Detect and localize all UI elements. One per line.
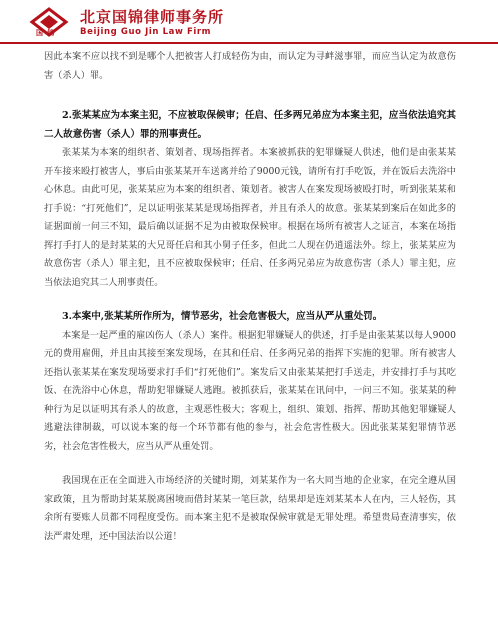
- spacer: [44, 85, 456, 107]
- document-body: [44, 48, 456, 546]
- header-divider: [0, 42, 498, 44]
- closing-paragraph: 我国现在正在全面进入市场经济的关键时期，刘某某作为一名大同当地的企业家，在完全遵从国家政策，且为帮助封某某脱离困境而借封某某一笔巨款，结果却是连刘某某本人在内，三人轻伤，其余所有要账人员都不同程度受伤。而本案主犯不是被取保候审就是无罪处理。希望贵局查清事实，依法严肃处理，还中国法治以公道！: [44, 475, 456, 542]
- firm-name-en: Beijing Guo Jin Law Firm: [80, 27, 212, 37]
- intro-paragraph: 因此本案不应以找不到是哪个人把被害人打成轻伤为由，而认定为寻衅滋事罪，而应当认定为故意伤害（杀人）罪。: [44, 51, 456, 81]
- spacer: [44, 456, 456, 472]
- section-3-heading: 3.本案中,张某某所作所为，情节恶劣，社会危害极大，应当从严从重处罚。: [62, 311, 383, 322]
- section-3-paragraph: 本案是一起严重的雇凶伤人（杀人）案件。根据犯罪嫌疑人的供述，打手是由张某某以每人9000元的费用雇佣，并且由其接至案发现场，在其和任启、任多两兄弟的指挥下实施的犯罪。所有被害人还指认张某某在案发现场要求打手们“打死他们”。案发后又由张某某把打手送走，并安排打手与其吃饭、在洗浴中心休息，帮助犯罪嫌疑人逃跑。被抓获后，张某某在讯问中，一问三不知。张某某的种种行为足以证明其有杀人的故意，主观恶性极大；客观上，组织、策划、指挥、帮助其他犯罪嫌疑人逃避法律制裁，可以说本案的每一个环节都有他的参与，社会危害性极大。因此张某某犯罪情节恶劣，社会危害性极大，应当从严从重处罚。: [44, 329, 456, 452]
- spacer: [44, 292, 456, 308]
- logo-caption: 国 锦: [36, 29, 56, 37]
- section-2-paragraph: 张某某为本案的组织者、策划者、现场指挥者。本案被抓获的犯罪嫌疑人供述，他们是由张某某开车接来殴打被害人，事后由张某某开车送离并给了9000元钱，请所有打手吃饭，并在饭后去洗浴中心休息。由此可见，张某某应为本案的组织者、策划者。被害人在案发现场被殴打时，听到张某某和打手说：“打死他们”，足以证明张某某是现场指挥者，并且有杀人的故意。张某某到案后在如此多的证据面前一问三不知，最后确以证据不足为由被取保候审。根据在场所有被害人之证言，本案在场指挥打手打人的是封某某的大兄哥任启和其小舅子任多，但此二人现在仍逍遥法外。综上，张某某应为故意伤害（杀人）罪主犯，且不应被取保候审；任启、任多两兄弟应为故意伤害（杀人）罪主犯，应当依法追究其二人刑事责任。: [44, 147, 456, 288]
- firm-name-cn: 北京国锦律师事务所: [80, 8, 225, 26]
- section-2-heading: 2.张某某应为本案主犯，不应被取保候审；任启、任多两兄弟应为本案主犯，应当依法追究其二人故意伤害（杀人）罪的刑事责任。: [44, 110, 456, 140]
- letterhead: [0, 0, 498, 46]
